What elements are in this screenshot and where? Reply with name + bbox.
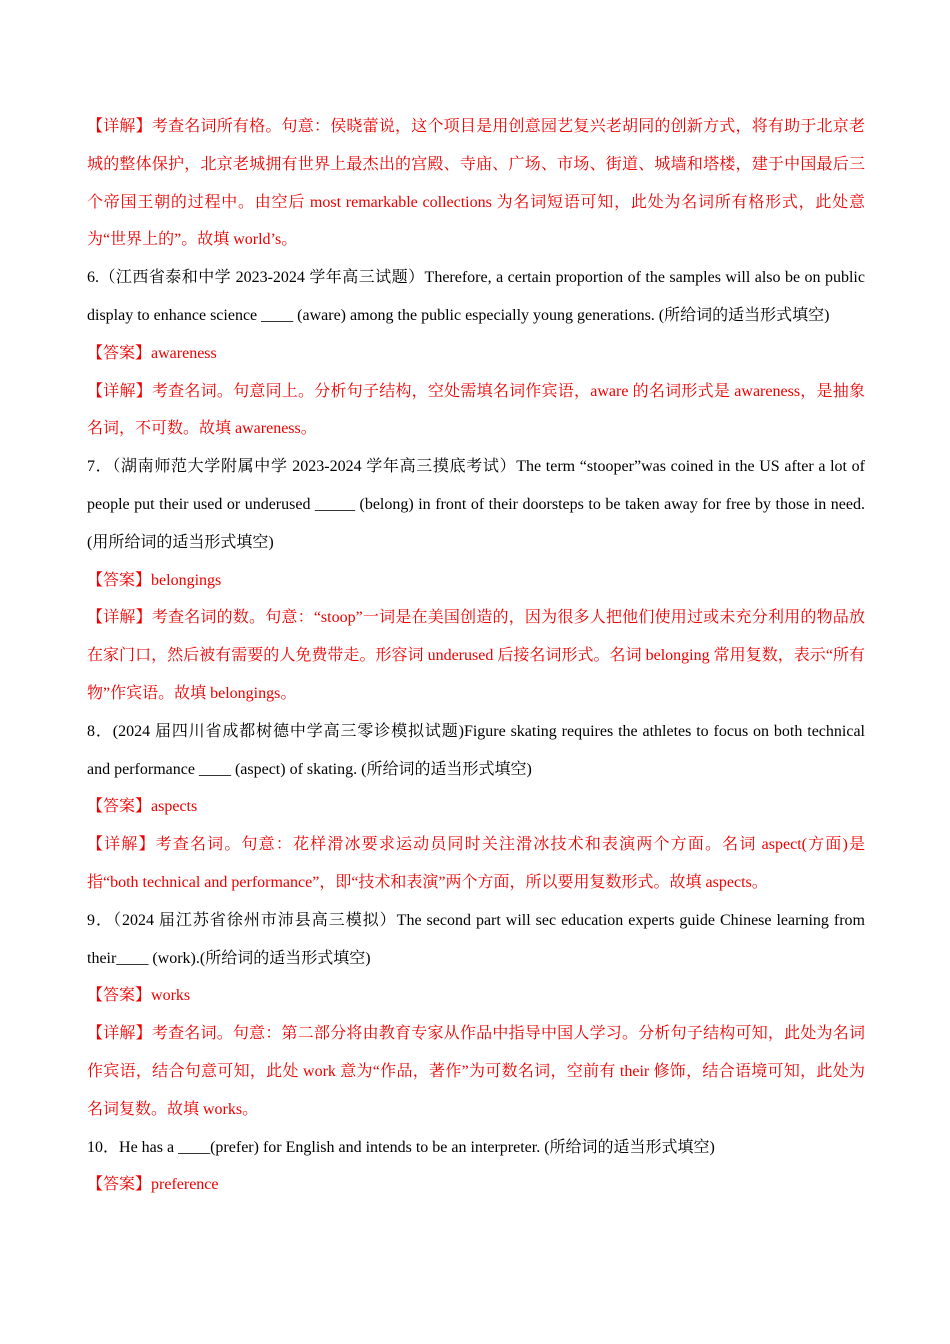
answer-value: aspects <box>151 798 198 816</box>
question-text: The second part will sec education experts guide Chinese learning from their____ (work).(所给词的适当形式填空) <box>87 911 865 967</box>
answer-6 <box>87 335 865 373</box>
detail-tag: 【详解】 <box>87 609 152 627</box>
answer-tag: 【答案】 <box>87 987 152 1005</box>
question-source: （江西省泰和中学 2023-2024 学年高三试题） <box>99 269 425 287</box>
question-10 <box>87 1129 865 1167</box>
detail-6 <box>87 373 865 449</box>
question-text: Figure skating requires the athletes to focus on both technical and performance ____ (aspect) of skating. (所给词的适当形式填空) <box>87 722 865 778</box>
detail-text: 考查名词。句意同上。分析句子结构，空处需填名词作宾语，aware 的名词形式是 awareness，是抽象名词，不可数。故填 awareness。 <box>87 382 865 438</box>
detail-9 <box>87 1015 865 1128</box>
question-text: The term “stooper”was coined in the US after a lot of people put their used or underused _____ (belong) in front of their doorsteps to be taken away for free by those in need. (用所给词的适当形式填空) <box>87 458 865 551</box>
detail-text: 考查名词。句意：第二部分将由教育专家从作品中指导中国人学习。分析句子结构可知，此处为名词作宾语，结合句意可知，此处 work 意为“作品，著作”为可数名词，空前有 their 修饰，结合语境可知，此处为名词复数。故填 works。 <box>87 1025 865 1118</box>
document-page <box>87 108 865 1204</box>
answer-tag: 【答案】 <box>87 1176 152 1194</box>
question-text: Therefore, a certain proportion of the samples will also be on public display to enhance science ____ (aware) among the public especially young generations. (所给词的适当形式填空) <box>87 269 865 324</box>
question-6 <box>87 259 865 335</box>
answer-tag: 【答案】 <box>87 344 152 362</box>
question-number: 10． <box>87 1138 120 1156</box>
intro-detail <box>87 108 865 259</box>
answer-value: belongings <box>151 571 222 589</box>
detail-text: 考查名词所有格。句意：侯晓蕾说，这个项目是用创意园艺复兴老胡同的创新方式，将有助于北京老城的整体保护，北京老城拥有世界上最杰出的宫殿、寺庙、广场、市场、街道、城墙和塔楼，建于中国最后三个帝国王朝的过程中。由空后 most remarkable collections 为名词短语可知，此处为名词所有格形式，此处意为“世界上的”。故填 world’s。 <box>87 118 865 249</box>
answer-9 <box>87 977 865 1015</box>
detail-text: 考查名词。句意：花样滑冰要求运动员同时关注滑冰技术和表演两个方面。名词 aspect(方面)是指“both technical and performance”，即“技术和表演”两个方面，所以要用复数形式。故填 aspects。 <box>87 836 865 891</box>
detail-8 <box>87 826 865 902</box>
answer-10 <box>87 1166 865 1204</box>
question-source: (2024 届四川省成都树德中学高三零诊模拟试题) <box>112 722 464 740</box>
answer-value: awareness <box>151 344 217 362</box>
question-text: He has a ____(prefer) for English and intends to be an interpreter. (所给词的适当形式填空) <box>119 1138 715 1156</box>
question-7 <box>87 448 865 561</box>
answer-tag: 【答案】 <box>87 571 152 589</box>
question-8 <box>87 713 865 789</box>
question-9 <box>87 902 865 978</box>
detail-text: 考查名词的数。句意：“stoop”一词是在美国创造的，因为很多人把他们使用过或未充分利用的物品放在家门口，然后被有需要的人免费带走。形容词 underused 后接名词形式。名词 belonging 常用复数，表示“所有物”作宾语。故填 belongings。 <box>87 609 865 702</box>
answer-7 <box>87 562 865 600</box>
detail-tag: 【详解】 <box>87 1025 152 1043</box>
question-source: （2024 届江苏省徐州市沛县高三模拟） <box>112 911 397 929</box>
answer-value: works <box>151 987 191 1005</box>
question-number: 8． <box>87 722 113 740</box>
detail-tag: 【详解】 <box>87 382 152 400</box>
question-number: 9． <box>87 911 113 929</box>
answer-tag: 【答案】 <box>87 798 152 816</box>
detail-7 <box>87 599 865 712</box>
detail-tag: 【详解】 <box>87 118 152 135</box>
question-number: 6. <box>87 269 99 287</box>
question-source: （湖南师范大学附属中学 2023-2024 学年高三摸底考试） <box>112 458 517 476</box>
detail-tag: 【详解】 <box>87 836 156 854</box>
answer-8 <box>87 788 865 826</box>
question-number: 7． <box>87 458 113 476</box>
answer-value: preference <box>151 1176 219 1194</box>
